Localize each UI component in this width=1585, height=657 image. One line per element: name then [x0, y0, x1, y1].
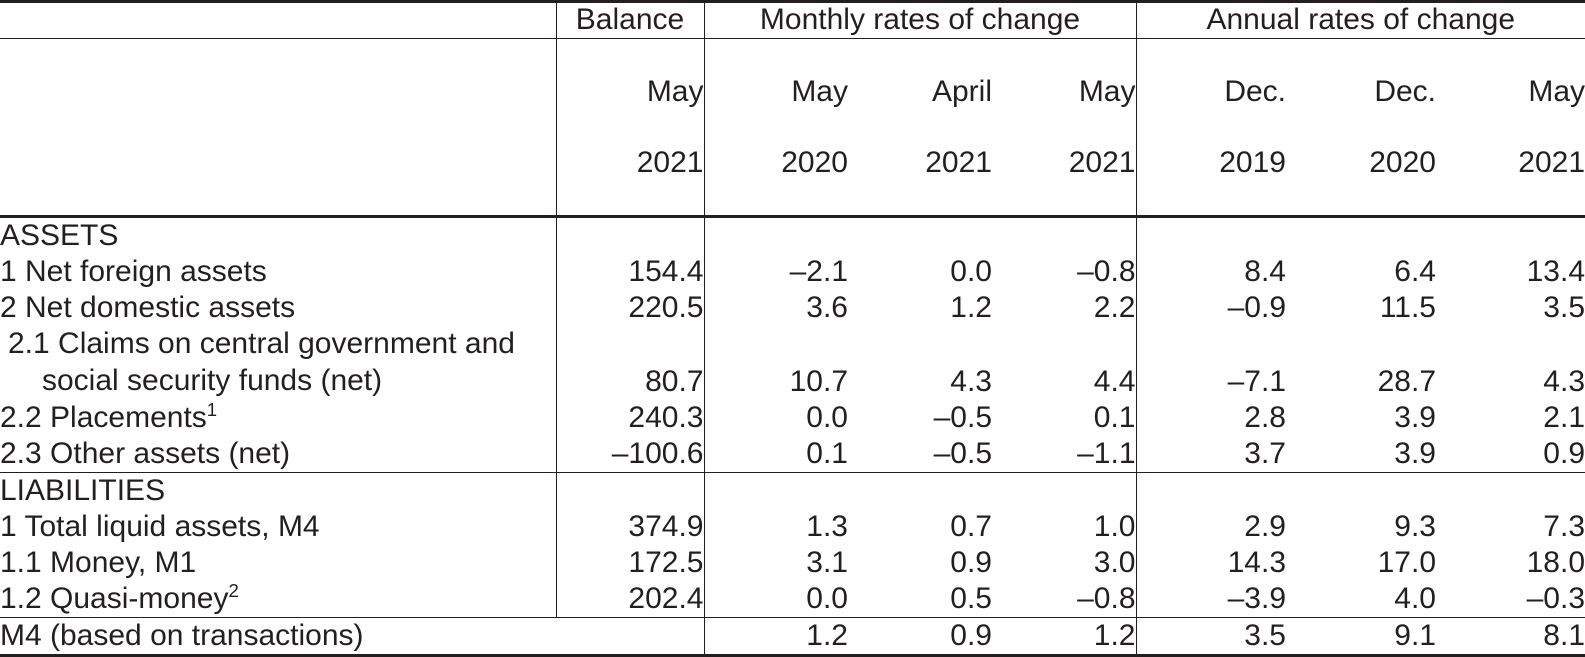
blank-cell — [556, 217, 704, 255]
cell-monthly-may-2020: 3.6 — [704, 290, 848, 326]
row-label — [0, 326, 556, 399]
cell-annual-dec-2019: 2.8 — [1136, 400, 1286, 436]
subheader-line1: May — [791, 74, 848, 108]
footer-cell-monthly-may-2020: 1.2 — [704, 617, 848, 655]
cell-monthly-may-2020: 0.0 — [704, 400, 848, 436]
cell-annual-dec-2019: –7.1 — [1136, 326, 1286, 399]
row-label: 2 Net domestic assets — [0, 291, 296, 325]
row-label: 1 Net foreign assets — [0, 255, 267, 289]
blank-cell — [1286, 472, 1436, 509]
blank-cell — [1136, 472, 1286, 509]
cell-annual-may-2021: –0.3 — [1436, 581, 1585, 618]
cell-monthly-may-2021: –0.8 — [1077, 255, 1136, 289]
blank-cell — [848, 217, 992, 255]
blank-cell — [848, 472, 992, 509]
subheader-line1: April — [931, 74, 992, 108]
cell-monthly-may-2021: –0.8 — [992, 581, 1136, 618]
cell-annual-may-2021: 7.3 — [1543, 509, 1585, 543]
annual-rates-header: Annual rates of change — [1136, 2, 1585, 39]
cell-annual-dec-2020: 11.5 — [1379, 291, 1436, 325]
row-label — [0, 581, 556, 618]
row-label-header — [0, 2, 556, 39]
row-label-line2: social security funds (net) — [42, 364, 383, 398]
footnote-marker: 2 — [228, 579, 239, 601]
cell-balance: 240.3 — [556, 400, 704, 436]
cell-balance: 374.9 — [556, 509, 704, 545]
cell-monthly-may-2020: 0.0 — [704, 581, 848, 618]
table-row — [0, 254, 1585, 290]
blank-cell — [1436, 217, 1585, 255]
cell-annual-may-2021: 18.0 — [1526, 545, 1585, 579]
cell-monthly-may-2020: 3.1 — [704, 545, 848, 581]
footer-label: M4 (based on transactions) — [0, 617, 704, 655]
subheader-line2: 2021 — [1068, 145, 1136, 179]
section-title-assets: ASSETS — [0, 219, 119, 253]
cell-annual-dec-2020: 3.9 — [1394, 400, 1436, 434]
table-row — [0, 509, 1585, 545]
subheader-balance-may-2021 — [556, 38, 704, 217]
cell-annual-may-2021: 4.3 — [1543, 364, 1585, 398]
cell-annual-may-2021: 2.1 — [1543, 400, 1585, 434]
subheader-line1: Dec. — [1224, 74, 1286, 108]
cell-monthly-may-2020: 0.1 — [704, 436, 848, 473]
cell-monthly-may-2020: –2.1 — [704, 254, 848, 290]
table-body — [0, 217, 1585, 655]
footnote-marker: 1 — [206, 398, 218, 420]
row-label: 1.1 Money, M1 — [0, 545, 197, 579]
cell-monthly-may-2021: 2.2 — [1093, 291, 1136, 325]
cell-monthly-april-2021: 0.0 — [950, 255, 992, 289]
cell-monthly-april-2021: 0.7 — [950, 509, 992, 543]
footer-cell-annual-dec-2019: 3.5 — [1136, 617, 1286, 655]
blank-cell — [992, 472, 1136, 509]
cell-annual-dec-2019: 3.7 — [1136, 436, 1286, 473]
cell-balance: 220.5 — [556, 290, 704, 326]
cell-monthly-may-2021: 0.1 — [1093, 400, 1136, 434]
cell-monthly-may-2021: 1.0 — [1093, 509, 1136, 543]
table-header — [0, 2, 1585, 217]
cell-annual-dec-2019: –3.9 — [1136, 581, 1286, 618]
cell-annual-dec-2020: 3.9 — [1286, 436, 1436, 473]
footer-cell-annual-dec-2020: 9.1 — [1286, 617, 1436, 655]
blank-cell — [1136, 217, 1286, 255]
footer-cell-monthly-april-2021: 0.9 — [848, 617, 992, 655]
table-row — [0, 290, 1585, 326]
blank-cell — [704, 472, 848, 509]
cell-monthly-april-2021: 4.3 — [950, 364, 992, 398]
footer-cell-monthly-may-2021: 1.2 — [992, 617, 1136, 655]
table-row — [0, 400, 1585, 436]
row-label: 2.3 Other assets (net) — [0, 436, 556, 473]
cell-monthly-may-2021: 3.0 — [1093, 545, 1136, 579]
subheader-annual-may-2021 — [1436, 38, 1585, 217]
row-label-text: 2.2 Placements — [0, 400, 207, 434]
cell-annual-dec-2020: 28.7 — [1377, 364, 1436, 398]
section-title-row — [0, 472, 1585, 509]
header-subrow — [0, 38, 1585, 217]
monthly-rates-header: Monthly rates of change — [704, 2, 1136, 39]
table-row — [0, 326, 1585, 399]
subheader-line2: 2020 — [1369, 145, 1436, 179]
cell-annual-may-2021: 0.9 — [1436, 436, 1585, 473]
cell-balance: –100.6 — [556, 436, 704, 473]
row-label: 1 Total liquid assets, M4 — [0, 509, 320, 543]
table-row — [0, 545, 1585, 581]
subheader-annual-dec-2020 — [1286, 38, 1436, 217]
row-label-text: 1.2 Quasi-money — [0, 581, 229, 615]
section-title-liabilities: LIABILITIES — [0, 473, 166, 507]
cell-monthly-april-2021: –0.5 — [848, 436, 992, 473]
blank-cell — [1436, 472, 1585, 509]
cell-annual-dec-2020: 4.0 — [1286, 581, 1436, 618]
cell-annual-dec-2020: 9.3 — [1394, 509, 1436, 543]
cell-annual-dec-2019: 2.9 — [1136, 509, 1286, 545]
row-label-subheader — [0, 38, 556, 217]
blank-cell — [992, 217, 1136, 255]
table-footer-row — [0, 617, 1585, 655]
table-row — [0, 436, 1585, 473]
cell-monthly-april-2021: 0.9 — [950, 545, 992, 579]
cell-balance: 80.7 — [556, 326, 704, 399]
cell-monthly-april-2021: 0.5 — [848, 581, 992, 618]
subheader-line2: 2021 — [925, 145, 992, 179]
cell-monthly-april-2021: –0.5 — [933, 400, 992, 434]
subheader-line1: Dec. — [1374, 74, 1436, 108]
subheader-line1: May — [646, 74, 704, 108]
cell-annual-dec-2019: –0.9 — [1136, 290, 1286, 326]
footer-cell-annual-may-2021: 8.1 — [1436, 617, 1585, 655]
cell-annual-dec-2019: 14.3 — [1136, 545, 1286, 581]
subheader-monthly-may-2021 — [992, 38, 1136, 217]
blank-cell — [556, 472, 704, 509]
cell-annual-dec-2019: 8.4 — [1136, 254, 1286, 290]
cell-annual-dec-2020: 17.0 — [1377, 545, 1436, 579]
cell-monthly-april-2021: 1.2 — [950, 291, 992, 325]
subheader-monthly-may-2020 — [704, 38, 848, 217]
subheader-line1: May — [1528, 74, 1585, 108]
table-row — [0, 581, 1585, 618]
subheader-line2: 2021 — [636, 145, 704, 179]
subheader-annual-dec-2019 — [1136, 38, 1286, 217]
blank-cell — [1286, 217, 1436, 255]
cell-monthly-may-2020: 1.3 — [704, 509, 848, 545]
row-label-line1: 2.1 Claims on central government and — [8, 327, 515, 361]
cell-balance: 172.5 — [556, 545, 704, 581]
subheader-line2: 2020 — [781, 145, 848, 179]
section-title-row — [0, 217, 1585, 255]
row-label — [0, 400, 556, 436]
cell-balance: 154.4 — [556, 254, 704, 290]
balance-header: Balance — [556, 2, 704, 39]
cell-balance: 202.4 — [556, 581, 704, 618]
cell-monthly-may-2020: 10.7 — [704, 326, 848, 399]
header-group-row — [0, 2, 1585, 39]
cell-annual-may-2021: 3.5 — [1543, 291, 1585, 325]
subheader-monthly-april-2021 — [848, 38, 992, 217]
cell-annual-may-2021: 13.4 — [1526, 255, 1585, 289]
subheader-line1: May — [1078, 74, 1136, 108]
subheader-line2: 2021 — [1518, 145, 1585, 179]
cell-monthly-may-2021: 4.4 — [1093, 364, 1136, 398]
cell-monthly-may-2021: –1.1 — [992, 436, 1136, 473]
subheader-line2: 2019 — [1219, 145, 1286, 179]
cell-annual-dec-2020: 6.4 — [1394, 255, 1436, 289]
blank-cell — [704, 217, 848, 255]
